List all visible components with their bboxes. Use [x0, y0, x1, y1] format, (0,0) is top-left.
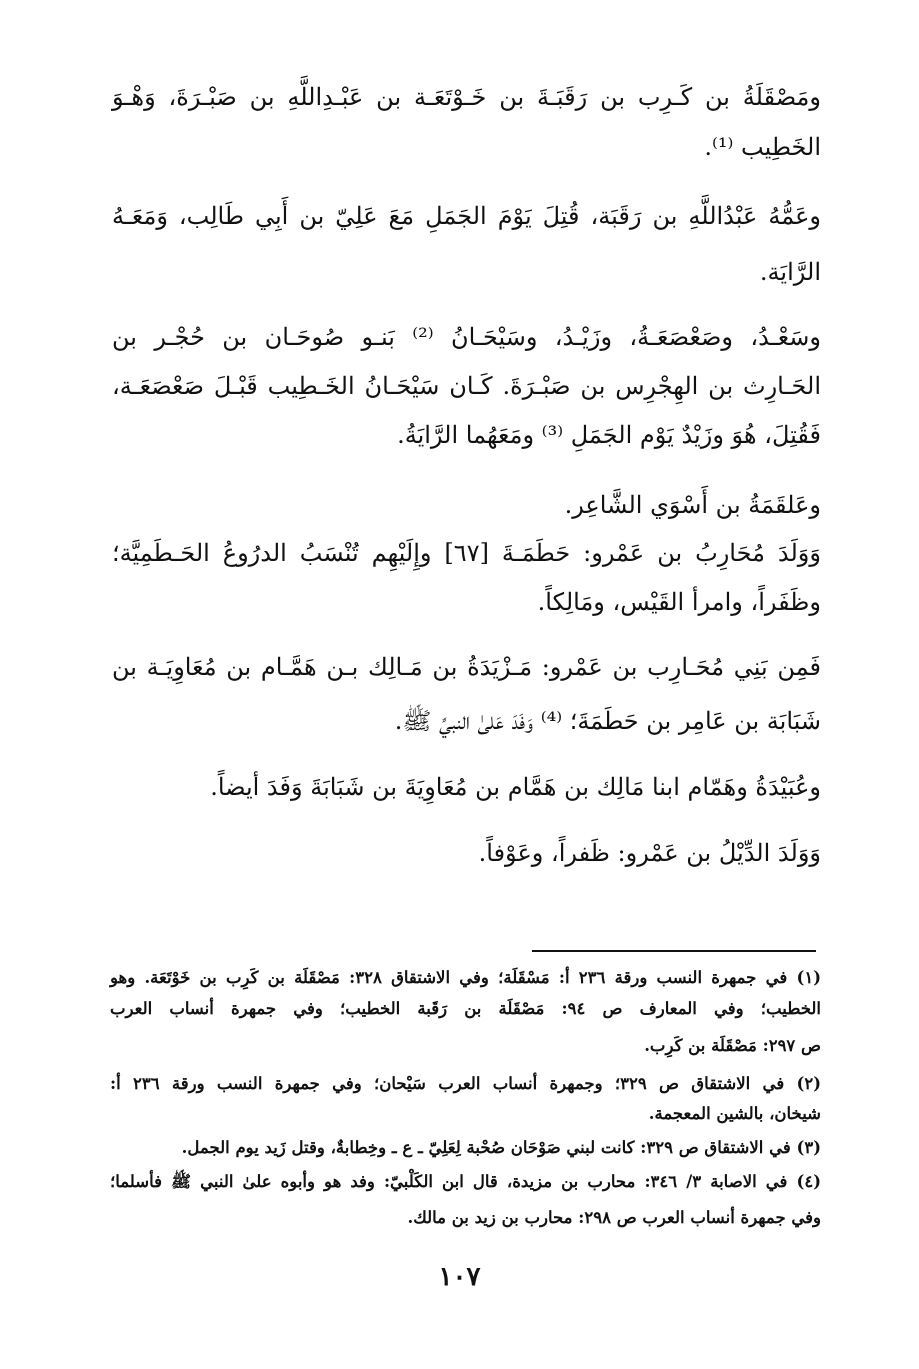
footnote-separator: [532, 950, 816, 952]
body-line: وَوَلَدَ الدِّيْلُ بن عَمْرو: ظَفراً، وعَوْفاً.: [478, 839, 821, 867]
footnote-line: ص ٢٩٧: مَصْقَلَة بن كَرِب.: [644, 1036, 821, 1055]
footnote-line: الخطيب؛ وفي المعارف ص ٩٤: مَصْقَلَة بن رَقَبة الخطيب؛ وفي جمهرة أنساب العرب: [110, 999, 821, 1018]
body-line: وظَفَراً، وامرأ القَيْس، ومَالِكاً.: [537, 588, 821, 616]
body-line: وعَلقَمَةُ بن أَسْوَي الشَّاعِر.: [564, 491, 821, 519]
body-line: وَوَلَدَ مُحَارِبُ بن عَمْرو: حَطَمَـةَ [٦٧] وإِلَيْهِم تُنْسَبُ الدرُوعُ الحَـطَمِيَّة؛: [112, 539, 821, 567]
footnote-line: وفي جمهرة أنساب العرب ص ٢٩٨: محارب بن زيد بن مالك.: [407, 1208, 821, 1227]
body-line: شَبَابَة بن عَامِر بن حَطَمَةَ؛ ⁽⁴⁾ وَفَدَ عَلىٰ النبيِّ ﷺ.: [394, 707, 821, 735]
footnote-line: (١) في جمهرة النسب ورقة ٢٣٦ أ: مَسْقَلَة؛ وفي الاشتقاق ٣٢٨: مَصْقَلَة بن كَرِب بن خَوْتَعَة. وهو: [110, 968, 822, 987]
body-line: وعَمُّهُ عَبْدُاللَّهِ بن رَقَبَة، قُتِلَ يَوْمَ الجَمَلِ مَعَ عَلِيّ بن أَبِي طَالِب، وَمَعَـهُ: [112, 202, 821, 230]
footnote-line: (٤) في الاصابة ٣/ ٣٤٦: محارب بن مزيدة، قال ابن الكَلْبيّ: وفد هو وأبوه علىٰ النبي ﷺ فأسلما؛: [110, 1172, 821, 1191]
footnote-line: (٣) في الاشتقاق ص ٣٢٩: كانت لبني صَوْحَان صُحْبة لِعَلِيّ ـ ع ـ وخِطابةٌ، وقتل زَيد يوم الجمل.: [181, 1138, 821, 1157]
body-line: وعُبَيْدَةُ وهَمّام ابنا مَالِك بن هَمَّام بن مُعَاوِيَةَ بن شَبَابَةَ وَفَدَ أيضاً.: [210, 773, 821, 801]
body-line: الخَطِيب ⁽¹⁾.: [704, 133, 821, 161]
body-line: الرَّايَة.: [759, 258, 821, 286]
body-line: وسَعْـدُ، وصَعْصَعَـةُ، وزَيْـدُ، وسَيْحَـانُ ⁽²⁾ بَنـو صُوحَـان بن حُجْـر بن: [112, 323, 821, 351]
body-line: الحَـارِث بن الهِجْرِس بن صَبْـرَةَ. كَـان سَيْحَـانُ الخَـطِيب قَبْـلَ صَعْصَعَـة،: [112, 372, 821, 400]
page-number: ١٠٧: [438, 1262, 481, 1292]
footnote-line: شيخان، بالشين المعجمة.: [648, 1104, 821, 1123]
body-line: فَقُتِلَ، هُوَ وزَيْدٌ يَوْم الجَمَلِ ⁽³⁾ ومَعَهُما الرَّايَةُ.: [397, 421, 821, 449]
footnote-line: (٢) في الاشتقاق ص ٣٢٩؛ وجمهرة أنساب العرب سَيْحان؛ وفي جمهرة النسب ورقة ٢٣٦ أ:: [110, 1074, 822, 1093]
body-line: فَمِن بَنِي مُحَـارِب بن عَمْرو: مَـزْيَدَةُ بن مَـالِك بـن هَمَّـام بن مُعَاوِيَـة بن: [112, 653, 821, 681]
body-line: ومَصْقَلَةُ بن كَـرِب بن رَقَبَـةَ بن خَـوْتَعَـة بن عَبْـدِاللَّهِ بن صَبْـرَةَ، وَهْـوَ: [112, 83, 821, 111]
